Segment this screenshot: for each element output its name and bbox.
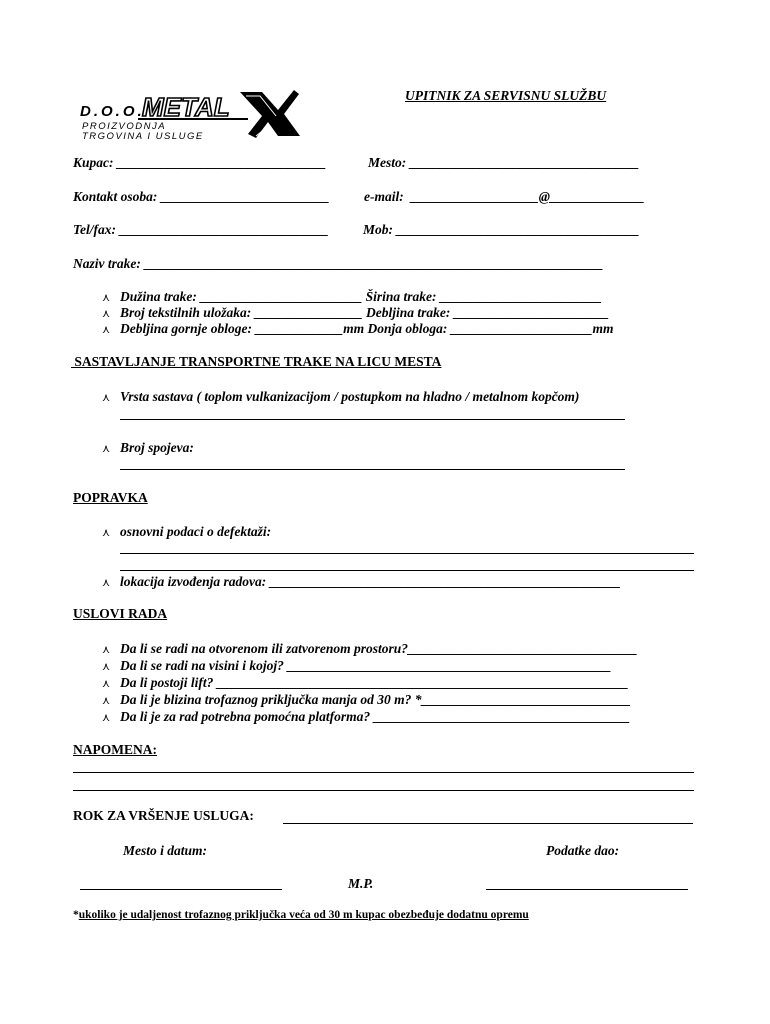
mob-field[interactable]: Mob: ____________________________________ [363,222,640,237]
napomena-line-2[interactable] [73,790,694,791]
visina-question[interactable]: Da li se radi na visini i kojoj? ________________________________________________ [120,658,612,673]
naziv-trake-field[interactable]: Naziv trake: ____________________________________________________________________ [73,256,604,271]
logo-name: METAL [142,92,230,122]
bullet-icon: ⋏ [102,644,111,656]
mesto-datum-label: Mesto i datum: [123,843,208,858]
rok-answer-line[interactable] [283,823,693,824]
company-logo [80,88,300,140]
defektaza-label: osnovni podaci o defektaži: [120,524,272,539]
bullet-icon: ⋏ [102,527,111,539]
email-field[interactable]: e-mail: ___________________@______________ [364,189,645,204]
broj-spojeva-label: Broj spojeva: [120,440,194,455]
rok-label: ROK ZA VRŠENJE USLUGA: [73,808,254,823]
logo-prefix: D.O.O. [80,103,145,120]
kupac-field[interactable]: Kupac: _______________________________ [73,155,327,170]
platforma-question[interactable]: Da li je za rad potrebna pomoćna platforma? ______________________________________ [120,709,631,724]
mesto-field[interactable]: Mesto: __________________________________ [368,155,640,170]
bullet-icon: ⋏ [102,695,111,707]
bullet-icon: ⋏ [102,292,111,304]
podatke-dao-signature-line[interactable] [486,889,688,890]
broj-spojeva-answer-line[interactable] [120,469,625,470]
footnote-text: ukoliko je udaljenost trofaznog priključka veća od 30 m kupac obezbeđuje dodatnu opremu [78,909,529,921]
mesto-datum-signature-line[interactable] [80,889,282,890]
mp-stamp-label: M.P. [348,876,374,891]
logo-line-2: TRGOVINA I USLUGE [82,131,204,140]
prostor-question[interactable]: Da li se radi na otvorenom ili zatvorenom prostoru?__________________________________ [120,641,638,656]
section-popravka-heading: POPRAVKA [73,490,148,505]
lift-question[interactable]: Da li postoji lift? _____________________________________________________________ [120,675,629,690]
bullet-icon: ⋏ [102,324,111,336]
bullet-icon: ⋏ [102,443,111,455]
bullet-icon: ⋏ [102,712,111,724]
bullet-icon: ⋏ [102,678,111,690]
trofazni-question[interactable]: Da li je blizina trofaznog priključka manja od 30 m? *_______________________________ [120,692,631,707]
vrsta-sastava-answer-line[interactable] [120,419,625,420]
napomena-line-1[interactable] [73,772,694,773]
kontakt-osoba-field[interactable]: Kontakt osoba: _________________________ [73,189,330,204]
ulozaka-debljina-row[interactable]: Broj tekstilnih uložaka: ________________ Debljina trake: _______________________ [120,305,610,320]
bullet-icon: ⋏ [102,308,111,320]
bullet-icon: ⋏ [102,577,111,589]
obloge-row[interactable]: Debljina gornje obloge: _____________mm Donja obloga: _____________________mm [120,321,614,336]
section-uslovi-rada-heading: USLOVI RADA [73,606,168,621]
tel-fax-field[interactable]: Tel/fax: _______________________________ [73,222,329,237]
section-sastavljanje-heading: SASTAVLJANJE TRANSPORTNE TRAKE NA LICU MESTA [71,354,442,369]
bullet-icon: ⋏ [102,661,111,673]
defektaza-answer-line-2[interactable] [120,570,694,571]
document-title: UPITNIK ZA SERVISNU SLUŽBU [405,88,607,103]
logo-line-1: PROIZVODNJA [82,121,167,132]
lokacija-field[interactable]: lokacija izvođenja radova: ____________________________________________________ [120,574,621,589]
vrsta-sastava-label: Vrsta sastava ( toplom vulkanizacijom / postupkom na hladno / metalnom kopčom) [120,389,580,404]
napomena-heading: NAPOMENA: [73,742,157,757]
footnote [73,909,529,921]
defektaza-answer-line-1[interactable] [120,553,694,554]
logo-x-mark [240,90,300,138]
duzina-sirina-row[interactable]: Dužina trake: ________________________ Širina trake: ________________________ [120,289,602,304]
footnote-star: * [73,909,79,921]
metalx-logo-graphic [80,88,300,140]
podatke-dao-label: Podatke dao: [546,843,620,858]
bullet-icon: ⋏ [102,392,111,404]
